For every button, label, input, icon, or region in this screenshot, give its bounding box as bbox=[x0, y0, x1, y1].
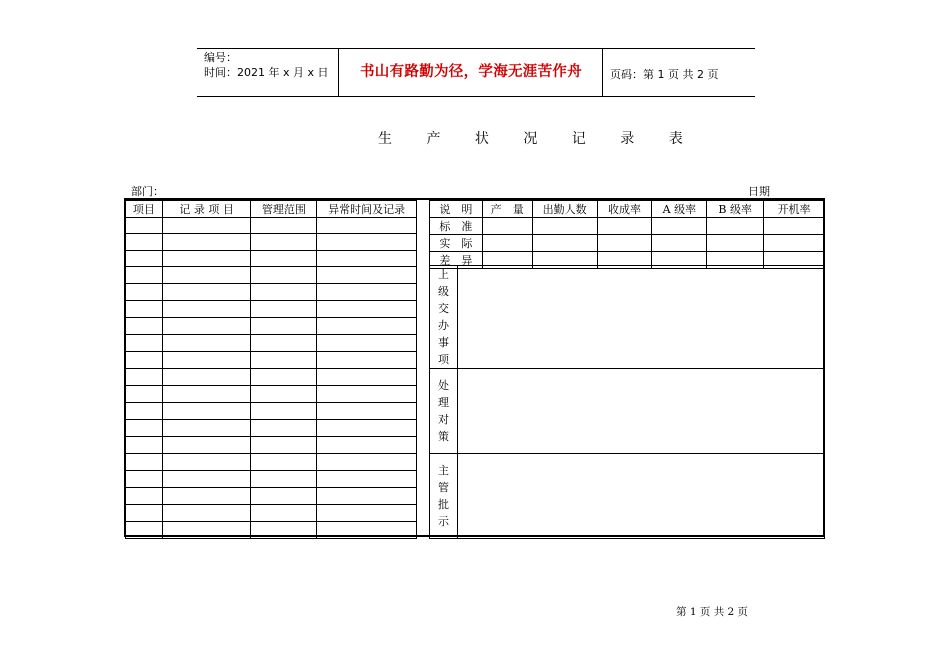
section-content-area[interactable] bbox=[457, 266, 824, 369]
table-row bbox=[126, 368, 417, 385]
table-cell[interactable] bbox=[317, 218, 417, 234]
table-cell[interactable] bbox=[251, 385, 317, 402]
table-cell[interactable] bbox=[126, 453, 163, 470]
table-cell[interactable] bbox=[126, 521, 163, 538]
table-cell[interactable] bbox=[162, 334, 251, 351]
serial-label: 编号： bbox=[204, 51, 237, 64]
header-page-number: 页码：第 1 页 共 2 页 bbox=[610, 68, 719, 81]
table-cell[interactable] bbox=[162, 218, 251, 234]
table-cell[interactable] bbox=[162, 504, 251, 521]
table-cell[interactable] bbox=[317, 250, 417, 266]
stats-column-header: A 级率 bbox=[652, 201, 707, 218]
table-row bbox=[126, 487, 417, 504]
stats-row bbox=[430, 235, 825, 252]
table-cell[interactable] bbox=[162, 470, 251, 487]
table-cell[interactable] bbox=[126, 470, 163, 487]
table-cell[interactable] bbox=[317, 234, 417, 250]
section-label bbox=[430, 454, 458, 539]
table-cell[interactable] bbox=[317, 436, 417, 453]
table-cell[interactable] bbox=[162, 266, 251, 283]
table-row bbox=[126, 385, 417, 402]
stats-row-label: 标 准 bbox=[430, 218, 483, 235]
table-cell[interactable] bbox=[162, 453, 251, 470]
stats-cell[interactable] bbox=[764, 218, 825, 235]
production-stats-table bbox=[429, 200, 825, 269]
table-cell[interactable] bbox=[162, 436, 251, 453]
table-cell[interactable] bbox=[126, 283, 163, 300]
table-row bbox=[126, 402, 417, 419]
table-cell[interactable] bbox=[251, 317, 317, 334]
section-label bbox=[430, 369, 458, 454]
time-label: 时间：2021 年 x 月 x 日 bbox=[204, 66, 329, 79]
table-cell[interactable] bbox=[162, 351, 251, 368]
table-cell[interactable] bbox=[251, 453, 317, 470]
table-cell[interactable] bbox=[162, 283, 251, 300]
stats-cell[interactable] bbox=[532, 235, 597, 252]
stats-column-header: 产 量 bbox=[482, 201, 532, 218]
table-cell[interactable] bbox=[251, 218, 317, 234]
table-cell[interactable] bbox=[317, 402, 417, 419]
table-cell[interactable] bbox=[126, 334, 163, 351]
table-cell[interactable] bbox=[162, 402, 251, 419]
table-cell[interactable] bbox=[317, 300, 417, 317]
table-cell[interactable] bbox=[317, 385, 417, 402]
table-row bbox=[126, 521, 417, 538]
table-cell[interactable] bbox=[126, 402, 163, 419]
table-cell[interactable] bbox=[126, 436, 163, 453]
table-cell[interactable] bbox=[251, 487, 317, 504]
column-header: 项目 bbox=[126, 201, 163, 218]
table-cell[interactable] bbox=[251, 470, 317, 487]
table-cell[interactable] bbox=[162, 317, 251, 334]
table-cell[interactable] bbox=[162, 385, 251, 402]
table-header-row bbox=[126, 201, 417, 218]
table-cell[interactable] bbox=[126, 368, 163, 385]
section-label-text: 上级交办事项 bbox=[437, 268, 449, 366]
table-cell[interactable] bbox=[162, 368, 251, 385]
table-cell[interactable] bbox=[317, 334, 417, 351]
table-cell[interactable] bbox=[251, 334, 317, 351]
header-divider-2 bbox=[602, 49, 603, 96]
table-cell[interactable] bbox=[251, 300, 317, 317]
table-cell[interactable] bbox=[251, 504, 317, 521]
table-cell[interactable] bbox=[162, 234, 251, 250]
table-cell[interactable] bbox=[251, 250, 317, 266]
table-row bbox=[126, 283, 417, 300]
stats-cell[interactable] bbox=[707, 218, 764, 235]
department-label: 部门： bbox=[131, 185, 164, 198]
table-cell[interactable] bbox=[162, 487, 251, 504]
table-cell[interactable] bbox=[317, 283, 417, 300]
notes-sections-table bbox=[429, 265, 825, 539]
table-cell[interactable] bbox=[317, 504, 417, 521]
stats-cell[interactable] bbox=[482, 218, 532, 235]
table-cell[interactable] bbox=[317, 266, 417, 283]
table-cell[interactable] bbox=[251, 368, 317, 385]
stats-column-header: B 级率 bbox=[707, 201, 764, 218]
section-countermeasures bbox=[430, 369, 825, 454]
header-divider-1 bbox=[338, 49, 339, 96]
table-cell[interactable] bbox=[251, 283, 317, 300]
table-cell[interactable] bbox=[251, 234, 317, 250]
table-cell[interactable] bbox=[126, 218, 163, 234]
stats-row-label: 实 际 bbox=[430, 235, 483, 252]
stats-cell[interactable] bbox=[652, 235, 707, 252]
table-cell[interactable] bbox=[251, 521, 317, 538]
stats-cell[interactable] bbox=[482, 235, 532, 252]
header-bottom-rule bbox=[197, 96, 755, 97]
section-content-area[interactable] bbox=[457, 369, 824, 454]
table-cell[interactable] bbox=[162, 419, 251, 436]
table-row bbox=[126, 334, 417, 351]
table-row bbox=[126, 266, 417, 283]
table-row bbox=[126, 504, 417, 521]
table-row bbox=[126, 470, 417, 487]
table-cell[interactable] bbox=[162, 250, 251, 266]
stats-column-header: 开机率 bbox=[764, 201, 825, 218]
table-cell[interactable] bbox=[126, 385, 163, 402]
table-cell[interactable] bbox=[126, 419, 163, 436]
stats-cell[interactable] bbox=[707, 235, 764, 252]
stats-row-label: 差 异 bbox=[430, 252, 483, 269]
table-cell[interactable] bbox=[126, 317, 163, 334]
table-row bbox=[126, 317, 417, 334]
table-cell[interactable] bbox=[126, 250, 163, 266]
table-row bbox=[126, 300, 417, 317]
table-cell[interactable] bbox=[251, 266, 317, 283]
date-label: 日期 bbox=[748, 185, 770, 198]
table-cell[interactable] bbox=[126, 266, 163, 283]
stats-cell[interactable] bbox=[597, 218, 652, 235]
table-row bbox=[126, 419, 417, 436]
stats-cell[interactable] bbox=[764, 235, 825, 252]
section-label bbox=[430, 266, 458, 369]
table-row bbox=[126, 436, 417, 453]
table-cell[interactable] bbox=[317, 368, 417, 385]
table-cell[interactable] bbox=[126, 234, 163, 250]
column-header: 管理范围 bbox=[251, 201, 317, 218]
stats-cell[interactable] bbox=[597, 235, 652, 252]
table-cell[interactable] bbox=[251, 419, 317, 436]
table-cell[interactable] bbox=[317, 470, 417, 487]
section-label-text: 主管批示 bbox=[437, 464, 449, 528]
stats-cell[interactable] bbox=[652, 218, 707, 235]
column-header: 记 录 项 目 bbox=[162, 201, 251, 218]
table-cell[interactable] bbox=[251, 436, 317, 453]
table-row bbox=[126, 351, 417, 368]
table-cell[interactable] bbox=[162, 300, 251, 317]
header-motto: 书山有路勤为径，学海无涯苦作舟 bbox=[360, 63, 582, 80]
stats-header-row bbox=[430, 201, 825, 218]
section-label-text: 处理对策 bbox=[437, 379, 449, 443]
table-row bbox=[126, 218, 417, 234]
column-header: 异常时间及记录 bbox=[317, 201, 417, 218]
table-cell[interactable] bbox=[317, 453, 417, 470]
stats-cell[interactable] bbox=[532, 218, 597, 235]
table-row bbox=[126, 453, 417, 470]
page-title: 生 产 状 况 记 录 表 bbox=[378, 131, 698, 147]
table-cell[interactable] bbox=[317, 521, 417, 538]
header-meta bbox=[204, 50, 329, 80]
table-cell[interactable] bbox=[126, 504, 163, 521]
table-cell[interactable] bbox=[126, 300, 163, 317]
table-cell[interactable] bbox=[251, 351, 317, 368]
page-footer: 第 1 页 共 2 页 bbox=[676, 606, 749, 618]
table-cell[interactable] bbox=[162, 521, 251, 538]
table-cell[interactable] bbox=[317, 317, 417, 334]
stats-column-header: 说 明 bbox=[430, 201, 483, 218]
stats-column-header: 出勤人数 bbox=[532, 201, 597, 218]
stats-row bbox=[430, 218, 825, 235]
table-cell[interactable] bbox=[317, 487, 417, 504]
table-cell[interactable] bbox=[317, 419, 417, 436]
table-cell[interactable] bbox=[126, 487, 163, 504]
header-top-rule bbox=[197, 48, 755, 49]
table-cell[interactable] bbox=[251, 402, 317, 419]
section-superior-tasks bbox=[430, 266, 825, 369]
record-table bbox=[125, 200, 417, 539]
section-supervisor-comments bbox=[430, 454, 825, 539]
table-cell[interactable] bbox=[126, 351, 163, 368]
table-row bbox=[126, 234, 417, 250]
section-content-area[interactable] bbox=[457, 454, 824, 539]
stats-column-header: 收成率 bbox=[597, 201, 652, 218]
table-row bbox=[126, 250, 417, 266]
table-cell[interactable] bbox=[317, 351, 417, 368]
